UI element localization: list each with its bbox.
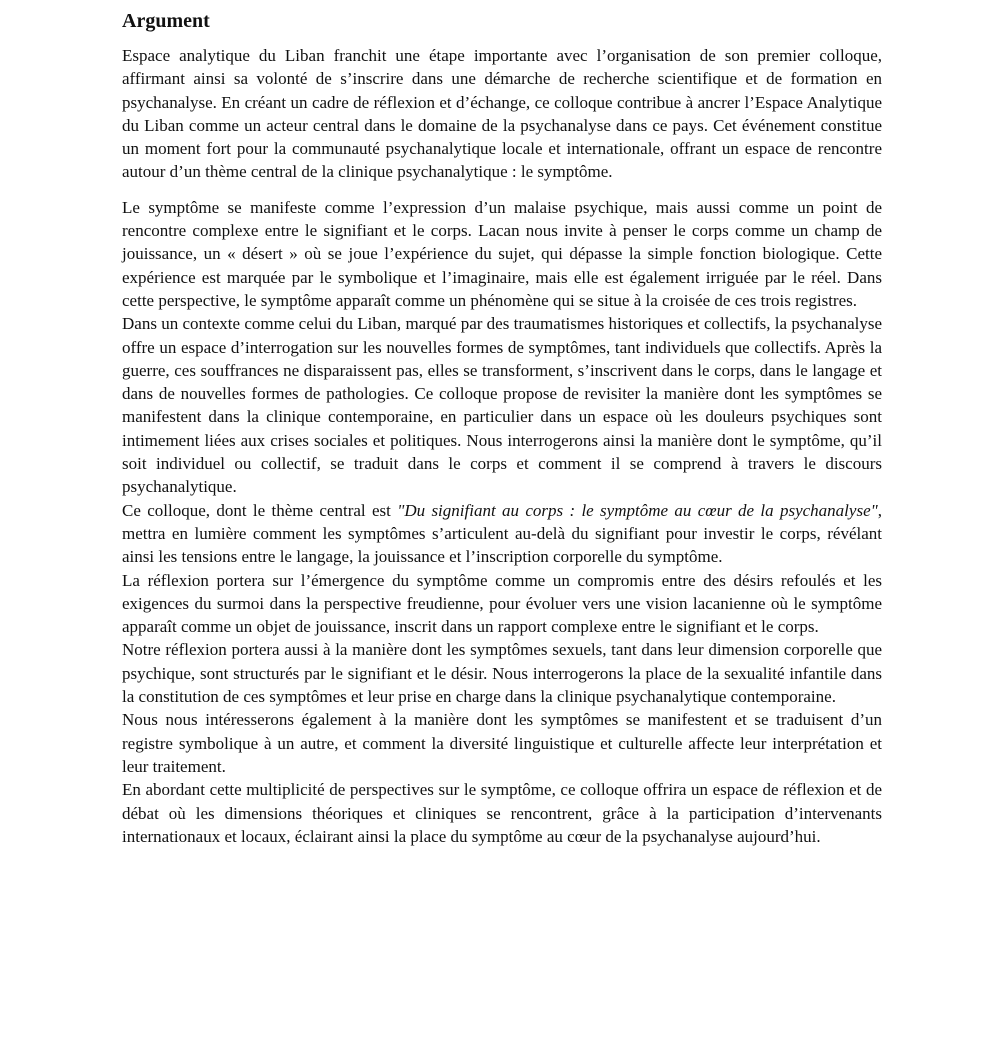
- paragraph-intro: Espace analytique du Liban franchit une étape importante avec l’organisation de son premier colloque, affirmant ainsi sa volonté de s’inscrire dans une démarche de recherche scientifique et de formation en psychanalyse. En créant un cadre de réflexion et d’échange, ce colloque contribue à ancrer l’Espace Analytique du Liban comme un acteur central dans le domaine de la psychanalyse dans ce pays. Cet événement constitue un moment fort pour la communauté psychanalytique locale et internationale, offrant un espace de rencontre autour d’un thème central de la clinique psychanalytique : le symptôme.: [122, 46, 882, 182]
- document-page: [122, 8, 882, 848]
- theme-text-before: Ce colloque, dont le thème central est: [122, 500, 398, 520]
- paragraph-sexual-symptoms: Notre réflexion portera aussi à la manière dont les symptômes sexuels, tant dans leur dimension corporelle que psychique, sont structurés par le signifiant et le désir. Nous interrogerons la place de la sexualité infantile dans la constitution de ces symptômes et leur prise en charge dans la clinique psychanalytique contemporaine.: [122, 640, 882, 707]
- document-heading: Argument: [122, 10, 210, 32]
- paragraph-reflection: La réflexion portera sur l’émergence du symptôme comme un compromis entre des désirs refoulés et les exigences du surmoi dans la perspective freudienne, pour évoluer vers une vision lacanienne où le symptôme apparaît comme un objet de jouissance, inscrit dans un rapport complexe entre le signifiant et le corps.: [122, 570, 882, 637]
- paragraph-conclusion: En abordant cette multiplicité de perspectives sur le symptôme, ce colloque offrira un espace de réflexion et de débat où les dimensions théoriques et cliniques se rencontrent, grâce à la participation d’intervenants internationaux et locaux, éclairant ainsi la place du symptôme au cœur de la psychanalyse aujourd’hui.: [122, 780, 882, 846]
- paragraph-symptom: Le symptôme se manifeste comme l’expression d’un malaise psychique, mais aussi comme un point de rencontre complexe entre le signifiant et le corps. Lacan nous invite à penser le corps comme un champ de jouissance, un « désert » où se joue l’expérience du sujet, qui dépasse la simple fonction biologique. Cette expérience est marquée par le symbolique et l’imaginaire, mais elle est également irriguée par le réel. Dans cette perspective, le symptôme apparaît comme un phénomène qui se situe à la croisée de ces trois registres.: [122, 197, 882, 310]
- theme-text-after: , mettra en lumière comment les symptômes s’articulent au-delà du signifiant pour investir le corps, révélant ainsi les tensions entre le langage, la jouissance et l’inscription corporelle du symptôme.: [122, 500, 883, 567]
- paragraph-linguistic: Nous nous intéresserons également à la manière dont les symptômes se manifestent et se traduisent d’un registre symbolique à un autre, et comment la diversité linguistique et culturelle affecte leur interprétation et leur traitement.: [122, 710, 882, 776]
- paragraph-theme: [122, 499, 882, 569]
- theme-title: "Du signifiant au corps : le symptôme au cœur de la psychanalyse": [397, 500, 878, 520]
- paragraph-lebanon-context: Dans un contexte comme celui du Liban, marqué par des traumatismes historiques et collectifs, la psychanalyse offre un espace d’interrogation sur les nouvelles formes de symptômes, tant individuels que collectifs. Après la guerre, ces souffrances ne disparaissent pas, elles se transforment, s’inscrivent dans le corps, dans le langage et dans de nouvelles formes de pathologies. Ce colloque propose de revisiter la manière dont les symptômes se manifestent dans la clinique contemporaine, en particulier dans un espace où les douleurs psychiques sont intimement liées aux crises sociales et politiques. Nous interrogerons ainsi la manière dont le symptôme, qu’il soit individuel ou collectif, se traduit dans le corps et comment il se comprend à travers le discours psychanalytique.: [122, 314, 882, 497]
